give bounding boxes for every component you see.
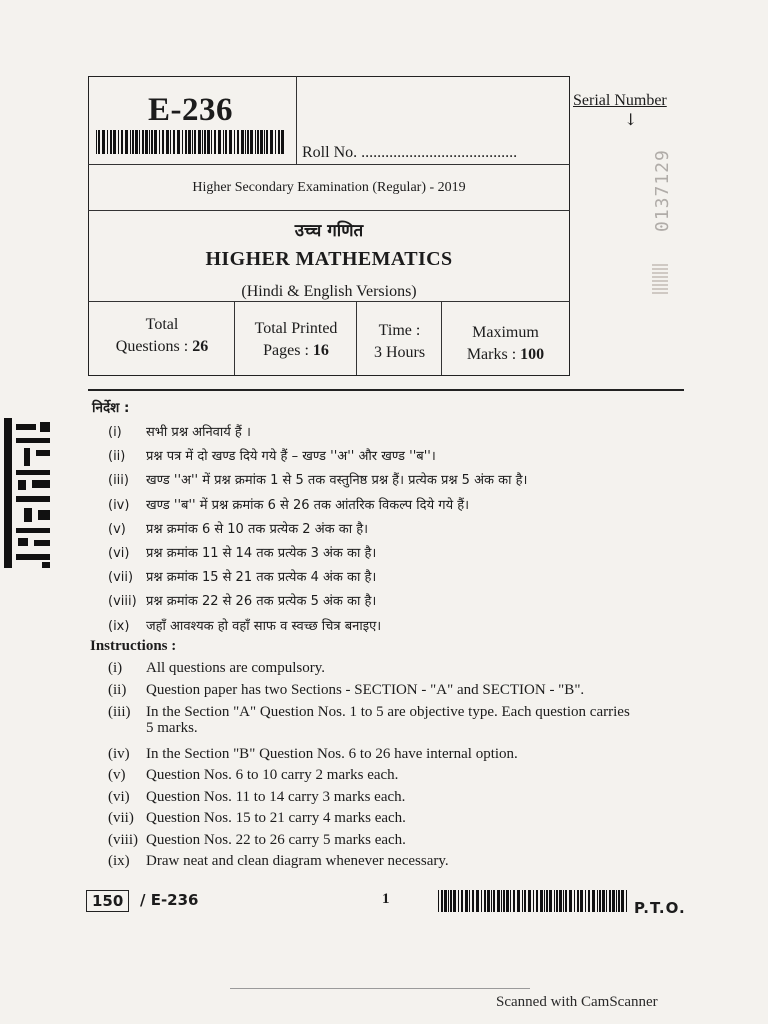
barcode-bar — [275, 130, 276, 154]
info-cell-value: 16 — [312, 342, 329, 359]
barcode-bar — [522, 890, 523, 912]
barcode-bar — [260, 130, 263, 154]
instruction-number: (iii) — [108, 704, 131, 720]
exam-title: Higher Secondary Examination (Regular) - 2019 — [192, 180, 466, 195]
barcode-bar — [563, 890, 564, 912]
instruction-item — [108, 832, 406, 849]
barcode-bar — [626, 890, 627, 912]
barcode-bar — [503, 890, 505, 912]
paper-code: E-236 — [148, 92, 233, 128]
bottom-rule — [230, 988, 530, 989]
barcode-bar — [602, 890, 605, 912]
versions-note: (Hindi & English Versions) — [241, 283, 417, 300]
barcode-bar — [577, 890, 579, 912]
instruction-number: (ix) — [108, 618, 130, 634]
page-number: 1 — [382, 891, 390, 907]
instruction-number: (i) — [108, 425, 122, 440]
info-cell-marks — [443, 322, 568, 366]
barcode-bar — [223, 130, 224, 154]
barcode-bar — [151, 130, 153, 154]
instruction-number: (viii) — [108, 832, 138, 848]
roll-no-field: Roll No. ....................................... — [302, 144, 518, 161]
instruction-item — [108, 704, 630, 721]
info-cell-label: Total Printed — [254, 320, 338, 337]
instruction-item — [108, 810, 406, 827]
barcode-bar — [241, 130, 244, 154]
scanner-watermark: Scanned with CamScanner — [496, 994, 658, 1010]
info-cell-questions — [90, 314, 234, 358]
instruction-text: प्रश्न क्रमांक 11 से 14 तक प्रत्येक 3 अंक का है। — [146, 546, 377, 561]
barcode-bar — [481, 890, 482, 912]
instruction-text: खण्ड ''अ'' में प्रश्न क्रमांक 1 से 5 तक वस्तुनिष्ठ प्रश्न हैं। प्रत्येक प्रश्न 5 अंक का है। — [146, 473, 528, 489]
barcode-bar — [102, 130, 105, 154]
info-cell-pages — [236, 318, 356, 362]
footer-barcode — [438, 890, 630, 912]
barcode-bar — [188, 130, 191, 154]
info-cell-value: 100 — [520, 346, 545, 363]
barcode-bar — [546, 890, 548, 912]
barcode-bar — [245, 130, 246, 154]
instruction-item — [108, 720, 198, 737]
instruction-text: Question Nos. 22 to 26 carry 5 marks each. — [146, 832, 406, 848]
info-cell-time — [358, 320, 441, 364]
instruction-number: (vii) — [108, 570, 134, 586]
barcode-bar — [484, 890, 486, 912]
barcode-bar — [469, 890, 470, 912]
down-arrow-icon: ↓ — [624, 110, 638, 129]
barcode-bar — [142, 130, 144, 154]
barcode-bar — [441, 890, 443, 912]
barcode-bar — [139, 130, 140, 154]
barcode-bar — [569, 890, 572, 912]
barcode-bar — [214, 130, 216, 154]
barcode-bar — [278, 130, 280, 154]
barcode-bar — [528, 890, 531, 912]
info-cell-label: Pages : — [263, 342, 313, 359]
instruction-number: (vi) — [108, 546, 130, 561]
barcode-bar — [565, 890, 567, 912]
header-row-divider — [88, 210, 570, 211]
barcode-bar — [270, 130, 273, 154]
info-cell-label: Time : — [378, 322, 421, 339]
barcode-bar — [162, 130, 164, 154]
barcode-bar — [281, 130, 284, 154]
instruction-text: Question Nos. 11 to 14 carry 3 marks each. — [146, 789, 406, 805]
instruction-item — [108, 853, 449, 870]
instruction-text: In the Section "B" Question Nos. 6 to 26 have internal option. — [146, 746, 518, 762]
barcode-bar — [234, 130, 235, 154]
info-cell-label: Marks : — [466, 346, 521, 363]
barcode-bar — [173, 130, 175, 154]
barcode-bar — [506, 890, 509, 912]
header-row-divider — [88, 301, 570, 302]
header-barcode — [96, 130, 288, 154]
barcode-bar — [458, 890, 459, 912]
instruction-number: (iv) — [108, 497, 130, 513]
barcode-bar — [472, 890, 474, 912]
barcode-bar — [110, 130, 112, 154]
barcode-bar — [597, 890, 598, 912]
instruction-number: (ix) — [108, 853, 130, 869]
instruction-number: (iii) — [108, 473, 129, 489]
instruction-number: (v) — [108, 521, 126, 537]
barcode-bar — [580, 890, 583, 912]
barcode-bar — [250, 130, 253, 154]
barcode-bar — [125, 130, 128, 154]
barcode-bar — [107, 130, 108, 154]
barcode-bar — [237, 130, 239, 154]
instruction-item — [108, 789, 405, 806]
info-cell-label: Maximum — [472, 324, 539, 341]
barcode-bar — [540, 890, 543, 912]
barcode-bar — [487, 890, 490, 912]
barcode-bar — [536, 890, 538, 912]
english-instructions-heading: Instructions : — [90, 638, 177, 654]
barcode-bar — [588, 890, 590, 912]
instruction-text: प्रश्न पत्र में दो खण्ड दिये गये हैं – खण्ड ''अ'' और खण्ड ''ब''। — [146, 449, 436, 465]
barcode-bar — [266, 130, 268, 154]
info-cell-label: Questions : — [115, 338, 193, 355]
barcode-bar — [444, 890, 447, 912]
barcode-bar — [257, 130, 259, 154]
barcode-bar — [450, 890, 452, 912]
instruction-number: (iv) — [108, 746, 130, 762]
barcode-bar — [207, 130, 210, 154]
barcode-bar — [612, 890, 615, 912]
barcode-bar — [544, 890, 545, 912]
instruction-number: (v) — [108, 767, 126, 783]
barcode-bar — [517, 890, 520, 912]
barcode-bar — [229, 130, 232, 154]
pto-label: P.T.O. — [634, 899, 686, 917]
barcode-bar — [132, 130, 134, 154]
barcode-bar — [166, 130, 169, 154]
barcode-bar — [618, 890, 620, 912]
barcode-bar — [497, 890, 500, 912]
info-cell-value: 3 Hours — [373, 344, 426, 361]
instruction-text: In the Section "A" Question Nos. 1 to 5 are objective type. Each question carries — [146, 704, 630, 720]
barcode-bar — [574, 890, 575, 912]
barcode-bar — [225, 130, 227, 154]
instruction-item — [108, 767, 398, 784]
barcode-bar — [493, 890, 495, 912]
barcode-bar — [121, 130, 123, 154]
instruction-text: प्रश्न क्रमांक 22 से 26 तक प्रत्येक 5 अंक का है। — [146, 594, 377, 610]
instruction-item — [108, 543, 376, 561]
barcode-bar — [556, 890, 558, 912]
barcode-bar — [501, 890, 502, 912]
instruction-text: जहाँ आवश्यक हो वहाँ साफ व स्वच्छ चित्र बनाइए। — [146, 618, 382, 634]
cell-divider — [356, 301, 357, 375]
info-cell-value: 26 — [192, 338, 209, 355]
instruction-text: Question Nos. 6 to 10 carry 2 marks each. — [146, 767, 399, 783]
instruction-text: सभी प्रश्न अनिवार्य हैं । — [146, 425, 251, 440]
instruction-item — [108, 519, 368, 537]
barcode-bar — [592, 890, 595, 912]
instruction-number: (vi) — [108, 789, 130, 805]
barcode-bar — [204, 130, 206, 154]
barcode-bar — [170, 130, 171, 154]
barcode-bar — [202, 130, 203, 154]
instruction-item — [108, 495, 469, 513]
barcode-bar — [448, 890, 449, 912]
instruction-number: (vii) — [108, 810, 134, 826]
instruction-text: प्रश्न क्रमांक 6 से 10 तक प्रत्येक 2 अंक का है। — [146, 521, 369, 537]
instruction-item — [108, 446, 436, 464]
instruction-text: प्रश्न क्रमांक 15 से 21 तक प्रत्येक 4 अंक का है। — [146, 570, 377, 586]
barcode-bar — [606, 890, 607, 912]
barcode-bar — [609, 890, 611, 912]
barcode-bar — [524, 890, 526, 912]
barcode-bar — [135, 130, 138, 154]
instruction-text: खण्ड ''ब'' में प्रश्न क्रमांक 6 से 26 तक आंतरिक विकल्प दिये गये हैं। — [146, 497, 470, 513]
barcode-bar — [198, 130, 201, 154]
barcode-bar — [461, 890, 463, 912]
cell-divider — [441, 301, 442, 375]
barcode-bar — [599, 890, 601, 912]
instruction-text: Question Nos. 15 to 21 carry 4 marks each. — [146, 810, 406, 826]
barcode-bar — [513, 890, 515, 912]
info-cell-label: Total — [145, 316, 179, 333]
barcode-bar — [465, 890, 468, 912]
barcode-bar — [185, 130, 187, 154]
barcode-bar — [585, 890, 586, 912]
instruction-item — [108, 470, 527, 488]
barcode-bar — [554, 890, 555, 912]
instruction-item — [108, 567, 376, 585]
instruction-item — [108, 422, 251, 440]
barcode-bar — [211, 130, 212, 154]
barcode-bar — [149, 130, 150, 154]
barcode-bar — [182, 130, 183, 154]
instruction-item — [108, 746, 518, 763]
instruction-text: Question paper has two Sections - SECTION - "A" and SECTION - "B". — [146, 682, 585, 698]
instruction-item — [108, 660, 325, 677]
barcode-bar — [616, 890, 617, 912]
hindi-instructions-heading: निर्देश : — [92, 400, 130, 416]
instruction-number: (viii) — [108, 594, 137, 610]
barcode-bar — [194, 130, 196, 154]
barcode-bar — [113, 130, 116, 154]
footer-code: / E-236 — [140, 891, 199, 909]
barcode-bar — [255, 130, 256, 154]
instruction-item — [108, 682, 584, 699]
section-rule — [88, 389, 684, 391]
barcode-bar — [559, 890, 562, 912]
barcode-bar — [533, 890, 534, 912]
barcode-bar — [145, 130, 148, 154]
barcode-bar — [453, 890, 456, 912]
barcode-bar — [192, 130, 193, 154]
instruction-number: (ii) — [108, 449, 126, 465]
barcode-bar — [177, 130, 180, 154]
qr-code — [4, 418, 52, 568]
header-row-divider — [88, 164, 570, 165]
instruction-number: (i) — [108, 660, 123, 676]
instruction-text: 5 marks. — [146, 720, 198, 736]
instruction-text: Draw neat and clean diagram whenever necessary. — [146, 853, 449, 869]
instruction-item — [108, 591, 376, 609]
barcode-bar — [549, 890, 552, 912]
barcode-bar — [621, 890, 624, 912]
subject-english: HIGHER MATHEMATICS — [205, 248, 453, 270]
subject-hindi: उच्च गणित — [294, 221, 364, 241]
barcode-bar — [96, 130, 97, 154]
barcode-bar — [510, 890, 511, 912]
instruction-number: (ii) — [108, 682, 127, 698]
instruction-item — [108, 616, 381, 634]
barcode-bar — [247, 130, 249, 154]
barcode-bar — [438, 890, 439, 912]
stamp-mark — [652, 262, 668, 294]
header-divider — [296, 76, 297, 164]
barcode-bar — [264, 130, 265, 154]
instruction-text: All questions are compulsory. — [146, 660, 325, 676]
serial-number-label: Serial Number — [573, 92, 667, 109]
barcode-bar — [118, 130, 119, 154]
barcode-bar — [130, 130, 131, 154]
cell-divider — [234, 301, 235, 375]
barcode-bar — [476, 890, 479, 912]
barcode-bar — [154, 130, 157, 154]
serial-stamp: 0137129 — [652, 149, 673, 232]
barcode-bar — [218, 130, 221, 154]
footer-box-number: 150 — [86, 890, 129, 912]
barcode-bar — [159, 130, 160, 154]
barcode-bar — [98, 130, 100, 154]
barcode-bar — [491, 890, 492, 912]
